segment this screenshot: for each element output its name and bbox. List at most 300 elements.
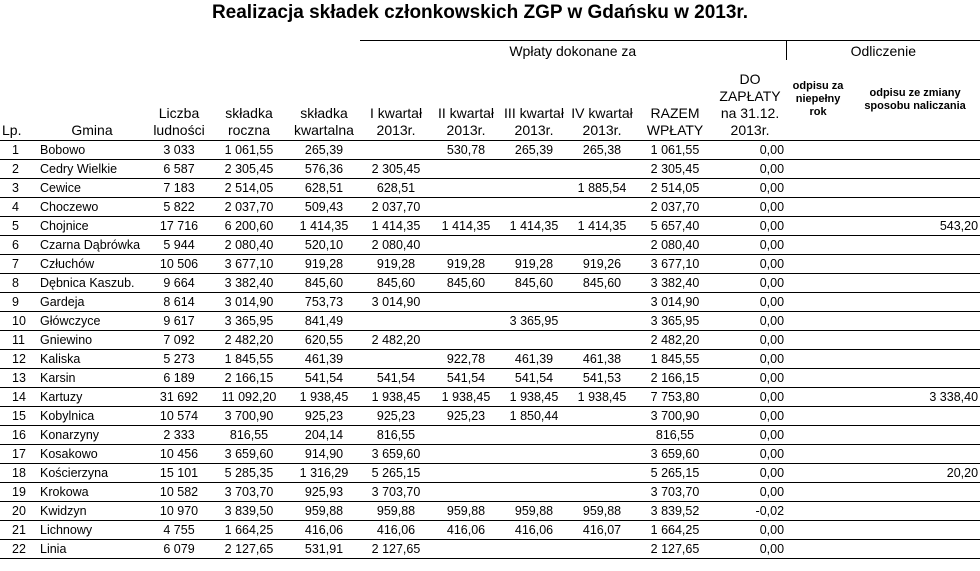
cell-gmina: Gniewino <box>36 331 148 350</box>
cell-q1: 919,28 <box>360 255 432 274</box>
deduction-group-header: Odliczenie <box>786 41 980 61</box>
cell-q3 <box>500 293 568 312</box>
cell-due: 0,00 <box>714 350 786 369</box>
cell-due: 0,00 <box>714 274 786 293</box>
cell-population: 10 506 <box>148 255 210 274</box>
cell-q2 <box>432 540 500 559</box>
page-title: Realizacja składek członkowskich ZGP w Gdańsku w 2013r. <box>211 2 749 23</box>
payments-group-header: Wpłaty dokonane za <box>360 41 786 61</box>
cell-q3 <box>500 464 568 483</box>
cell-lp: 18 <box>0 464 36 483</box>
cell-lp: 5 <box>0 217 36 236</box>
cell-lp: 12 <box>0 350 36 369</box>
cell-method-change <box>850 369 980 388</box>
cell-q2 <box>432 160 500 179</box>
cell-annual-fee: 1 845,55 <box>210 350 288 369</box>
column-header-row <box>0 60 980 141</box>
cell-q1: 416,06 <box>360 521 432 540</box>
cell-q2 <box>432 198 500 217</box>
cell-population: 5 944 <box>148 236 210 255</box>
cell-partial-year <box>786 350 850 369</box>
cell-lp: 22 <box>0 540 36 559</box>
col-header-due: DO ZAPŁATY na 31.12. 2013r. <box>714 60 786 141</box>
cell-q3: 1 938,45 <box>500 388 568 407</box>
cell-q1 <box>360 312 432 331</box>
cell-quarterly-fee: 925,93 <box>288 483 360 502</box>
cell-q4: 265,38 <box>568 141 636 160</box>
cell-q3 <box>500 445 568 464</box>
cell-quarterly-fee: 461,39 <box>288 350 360 369</box>
cell-method-change <box>850 407 980 426</box>
cell-method-change: 3 338,40 <box>850 388 980 407</box>
cell-q1: 5 265,15 <box>360 464 432 483</box>
cell-gmina: Czarna Dąbrówka <box>36 236 148 255</box>
cell-total-paid: 3 703,70 <box>636 483 714 502</box>
cell-population: 17 716 <box>148 217 210 236</box>
cell-method-change <box>850 293 980 312</box>
cell-annual-fee: 1 061,55 <box>210 141 288 160</box>
cell-q3: 919,28 <box>500 255 568 274</box>
cell-q1 <box>360 350 432 369</box>
cell-lp: 16 <box>0 426 36 445</box>
cell-partial-year <box>786 521 850 540</box>
cell-annual-fee: 1 664,25 <box>210 521 288 540</box>
cell-population: 9 664 <box>148 274 210 293</box>
cell-total-paid: 2 305,45 <box>636 160 714 179</box>
cell-quarterly-fee: 509,43 <box>288 198 360 217</box>
cell-due: 0,00 <box>714 388 786 407</box>
cell-quarterly-fee: 925,23 <box>288 407 360 426</box>
col-header-q2: II kwartał 2013r. <box>432 60 500 141</box>
cell-q2: 416,06 <box>432 521 500 540</box>
cell-partial-year <box>786 198 850 217</box>
cell-gmina: Chojnice <box>36 217 148 236</box>
cell-q2: 530,78 <box>432 141 500 160</box>
cell-partial-year <box>786 217 850 236</box>
col-header-total-paid: RAZEM WPŁATY <box>636 60 714 141</box>
cell-q2 <box>432 331 500 350</box>
cell-q1: 628,51 <box>360 179 432 198</box>
cell-quarterly-fee: 841,49 <box>288 312 360 331</box>
cell-quarterly-fee: 416,06 <box>288 521 360 540</box>
cell-total-paid: 3 659,60 <box>636 445 714 464</box>
col-header-q4: IV kwartał 2013r. <box>568 60 636 141</box>
cell-gmina: Kaliska <box>36 350 148 369</box>
table-row <box>0 350 980 369</box>
cell-population: 9 617 <box>148 312 210 331</box>
cell-q2 <box>432 445 500 464</box>
cell-lp: 9 <box>0 293 36 312</box>
cell-annual-fee: 816,55 <box>210 426 288 445</box>
cell-q1: 2 080,40 <box>360 236 432 255</box>
cell-lp: 15 <box>0 407 36 426</box>
cell-q4: 541,53 <box>568 369 636 388</box>
cell-lp: 13 <box>0 369 36 388</box>
cell-annual-fee: 3 677,10 <box>210 255 288 274</box>
cell-gmina: Kobylnica <box>36 407 148 426</box>
cell-population: 10 970 <box>148 502 210 521</box>
cell-q4 <box>568 445 636 464</box>
cell-q1: 2 482,20 <box>360 331 432 350</box>
cell-annual-fee: 3 839,50 <box>210 502 288 521</box>
cell-annual-fee: 5 285,35 <box>210 464 288 483</box>
cell-q4 <box>568 407 636 426</box>
cell-population: 10 582 <box>148 483 210 502</box>
cell-total-paid: 2 514,05 <box>636 179 714 198</box>
cell-q3 <box>500 198 568 217</box>
cell-annual-fee: 3 659,60 <box>210 445 288 464</box>
cell-method-change <box>850 331 980 350</box>
cell-partial-year <box>786 540 850 559</box>
cell-annual-fee: 3 365,95 <box>210 312 288 331</box>
cell-q4: 416,07 <box>568 521 636 540</box>
cell-population: 5 273 <box>148 350 210 369</box>
cell-total-paid: 5 265,15 <box>636 464 714 483</box>
cell-due: 0,00 <box>714 160 786 179</box>
cell-annual-fee: 3 700,90 <box>210 407 288 426</box>
cell-q3 <box>500 483 568 502</box>
cell-partial-year <box>786 179 850 198</box>
cell-gmina: Człuchów <box>36 255 148 274</box>
cell-due: 0,00 <box>714 331 786 350</box>
table-row <box>0 369 980 388</box>
cell-q3: 1 850,44 <box>500 407 568 426</box>
cell-method-change <box>850 445 980 464</box>
cell-total-paid: 2 166,15 <box>636 369 714 388</box>
cell-lp: 20 <box>0 502 36 521</box>
cell-lp: 8 <box>0 274 36 293</box>
cell-due: 0,00 <box>714 312 786 331</box>
cell-gmina: Kwidzyn <box>36 502 148 521</box>
cell-due: 0,00 <box>714 369 786 388</box>
cell-q3: 416,06 <box>500 521 568 540</box>
table-row <box>0 293 980 312</box>
cell-quarterly-fee: 1 316,29 <box>288 464 360 483</box>
cell-gmina: Kosakowo <box>36 445 148 464</box>
cell-quarterly-fee: 845,60 <box>288 274 360 293</box>
cell-total-paid: 2 037,70 <box>636 198 714 217</box>
cell-quarterly-fee: 1 938,45 <box>288 388 360 407</box>
cell-q3 <box>500 179 568 198</box>
contributions-table <box>0 40 980 559</box>
col-header-annual-fee: składka roczna <box>210 60 288 141</box>
cell-quarterly-fee: 1 414,35 <box>288 217 360 236</box>
cell-partial-year <box>786 426 850 445</box>
cell-q1: 3 014,90 <box>360 293 432 312</box>
cell-gmina: Choczewo <box>36 198 148 217</box>
cell-q2 <box>432 179 500 198</box>
cell-partial-year <box>786 274 850 293</box>
cell-due: 0,00 <box>714 445 786 464</box>
cell-q3: 461,39 <box>500 350 568 369</box>
cell-q1: 925,23 <box>360 407 432 426</box>
cell-q4: 461,38 <box>568 350 636 369</box>
cell-quarterly-fee: 919,28 <box>288 255 360 274</box>
cell-population: 4 755 <box>148 521 210 540</box>
table-body <box>0 141 980 559</box>
table-row <box>0 160 980 179</box>
cell-quarterly-fee: 753,73 <box>288 293 360 312</box>
cell-partial-year <box>786 293 850 312</box>
cell-due: 0,00 <box>714 521 786 540</box>
table-row <box>0 217 980 236</box>
cell-q1: 2 305,45 <box>360 160 432 179</box>
cell-annual-fee: 2 166,15 <box>210 369 288 388</box>
cell-quarterly-fee: 959,88 <box>288 502 360 521</box>
col-header-gmina: Gmina <box>36 60 148 141</box>
cell-due: 0,00 <box>714 179 786 198</box>
cell-annual-fee: 3 703,70 <box>210 483 288 502</box>
col-header-q3: III kwartał 2013r. <box>500 60 568 141</box>
col-header-lp: Lp. <box>0 60 36 141</box>
cell-q3 <box>500 236 568 255</box>
cell-population: 6 587 <box>148 160 210 179</box>
cell-annual-fee: 2 514,05 <box>210 179 288 198</box>
cell-q3: 265,39 <box>500 141 568 160</box>
cell-due: 0,00 <box>714 217 786 236</box>
cell-lp: 19 <box>0 483 36 502</box>
cell-population: 2 333 <box>148 426 210 445</box>
cell-population: 8 614 <box>148 293 210 312</box>
cell-q3: 541,54 <box>500 369 568 388</box>
cell-q3: 959,88 <box>500 502 568 521</box>
cell-population: 7 092 <box>148 331 210 350</box>
cell-due: 0,00 <box>714 464 786 483</box>
table-row <box>0 255 980 274</box>
cell-partial-year <box>786 141 850 160</box>
cell-total-paid: 1 061,55 <box>636 141 714 160</box>
cell-population: 31 692 <box>148 388 210 407</box>
cell-total-paid: 3 677,10 <box>636 255 714 274</box>
cell-total-paid: 3 365,95 <box>636 312 714 331</box>
cell-partial-year <box>786 236 850 255</box>
cell-population: 10 574 <box>148 407 210 426</box>
cell-q1 <box>360 141 432 160</box>
cell-method-change <box>850 274 980 293</box>
cell-q3 <box>500 160 568 179</box>
cell-method-change <box>850 350 980 369</box>
cell-method-change <box>850 312 980 331</box>
cell-method-change <box>850 521 980 540</box>
cell-lp: 1 <box>0 141 36 160</box>
cell-due: 0,00 <box>714 540 786 559</box>
cell-q2 <box>432 426 500 445</box>
cell-gmina: Cewice <box>36 179 148 198</box>
cell-annual-fee: 2 482,20 <box>210 331 288 350</box>
table-row <box>0 312 980 331</box>
cell-partial-year <box>786 160 850 179</box>
table-row <box>0 483 980 502</box>
cell-due: -0,02 <box>714 502 786 521</box>
cell-due: 0,00 <box>714 236 786 255</box>
cell-q4 <box>568 426 636 445</box>
cell-quarterly-fee: 520,10 <box>288 236 360 255</box>
cell-gmina: Kościerzyna <box>36 464 148 483</box>
cell-q2: 925,23 <box>432 407 500 426</box>
cell-quarterly-fee: 204,14 <box>288 426 360 445</box>
cell-quarterly-fee: 576,36 <box>288 160 360 179</box>
cell-method-change <box>850 426 980 445</box>
table-row <box>0 464 980 483</box>
cell-q1: 2 127,65 <box>360 540 432 559</box>
cell-q2: 1 414,35 <box>432 217 500 236</box>
cell-lp: 14 <box>0 388 36 407</box>
cell-quarterly-fee: 628,51 <box>288 179 360 198</box>
cell-q2 <box>432 293 500 312</box>
cell-q2: 541,54 <box>432 369 500 388</box>
cell-population: 15 101 <box>148 464 210 483</box>
cell-total-paid: 3 700,90 <box>636 407 714 426</box>
cell-annual-fee: 2 080,40 <box>210 236 288 255</box>
cell-partial-year <box>786 464 850 483</box>
cell-method-change <box>850 540 980 559</box>
cell-q4: 1 938,45 <box>568 388 636 407</box>
cell-partial-year <box>786 331 850 350</box>
cell-gmina: Karsin <box>36 369 148 388</box>
col-header-q1: I kwartał 2013r. <box>360 60 432 141</box>
cell-total-paid: 816,55 <box>636 426 714 445</box>
cell-lp: 10 <box>0 312 36 331</box>
table-row <box>0 407 980 426</box>
cell-method-change <box>850 255 980 274</box>
cell-q4: 1 414,35 <box>568 217 636 236</box>
cell-quarterly-fee: 914,90 <box>288 445 360 464</box>
cell-total-paid: 2 127,65 <box>636 540 714 559</box>
cell-partial-year <box>786 445 850 464</box>
cell-q4: 959,88 <box>568 502 636 521</box>
cell-method-change <box>850 198 980 217</box>
cell-q4 <box>568 312 636 331</box>
cell-q1: 541,54 <box>360 369 432 388</box>
cell-partial-year <box>786 407 850 426</box>
cell-method-change <box>850 502 980 521</box>
cell-q1: 816,55 <box>360 426 432 445</box>
cell-population: 6 079 <box>148 540 210 559</box>
cell-partial-year <box>786 312 850 331</box>
table-row <box>0 331 980 350</box>
cell-lp: 11 <box>0 331 36 350</box>
cell-method-change <box>850 236 980 255</box>
cell-q1: 3 659,60 <box>360 445 432 464</box>
cell-q4: 1 885,54 <box>568 179 636 198</box>
cell-partial-year <box>786 483 850 502</box>
cell-method-change: 543,20 <box>850 217 980 236</box>
cell-method-change <box>850 179 980 198</box>
cell-q4: 919,26 <box>568 255 636 274</box>
cell-q4 <box>568 331 636 350</box>
cell-q4 <box>568 540 636 559</box>
cell-partial-year <box>786 502 850 521</box>
cell-gmina: Krokowa <box>36 483 148 502</box>
cell-method-change <box>850 141 980 160</box>
table-row <box>0 236 980 255</box>
cell-due: 0,00 <box>714 293 786 312</box>
cell-population: 6 189 <box>148 369 210 388</box>
cell-due: 0,00 <box>714 407 786 426</box>
cell-gmina: Główczyce <box>36 312 148 331</box>
cell-lp: 17 <box>0 445 36 464</box>
cell-q3 <box>500 540 568 559</box>
cell-q3: 845,60 <box>500 274 568 293</box>
cell-annual-fee: 2 305,45 <box>210 160 288 179</box>
cell-method-change <box>850 160 980 179</box>
cell-q2 <box>432 236 500 255</box>
cell-annual-fee: 3 382,40 <box>210 274 288 293</box>
cell-population: 5 822 <box>148 198 210 217</box>
table-row <box>0 179 980 198</box>
cell-q3 <box>500 426 568 445</box>
cell-gmina: Gardeja <box>36 293 148 312</box>
cell-q3: 1 414,35 <box>500 217 568 236</box>
cell-lp: 2 <box>0 160 36 179</box>
cell-q4 <box>568 160 636 179</box>
cell-q4 <box>568 293 636 312</box>
cell-q1: 845,60 <box>360 274 432 293</box>
cell-partial-year <box>786 388 850 407</box>
cell-q2 <box>432 464 500 483</box>
cell-partial-year <box>786 369 850 388</box>
cell-q4: 845,60 <box>568 274 636 293</box>
cell-q1: 3 703,70 <box>360 483 432 502</box>
cell-lp: 3 <box>0 179 36 198</box>
cell-partial-year <box>786 255 850 274</box>
cell-gmina: Bobowo <box>36 141 148 160</box>
cell-total-paid: 7 753,80 <box>636 388 714 407</box>
cell-due: 0,00 <box>714 141 786 160</box>
table-row <box>0 502 980 521</box>
cell-lp: 6 <box>0 236 36 255</box>
cell-due: 0,00 <box>714 198 786 217</box>
cell-q1: 1 414,35 <box>360 217 432 236</box>
cell-population: 7 183 <box>148 179 210 198</box>
cell-q3: 3 365,95 <box>500 312 568 331</box>
cell-q2 <box>432 312 500 331</box>
cell-gmina: Linia <box>36 540 148 559</box>
cell-lp: 7 <box>0 255 36 274</box>
cell-q2: 922,78 <box>432 350 500 369</box>
cell-q2: 959,88 <box>432 502 500 521</box>
cell-total-paid: 3 382,40 <box>636 274 714 293</box>
cell-q2: 1 938,45 <box>432 388 500 407</box>
cell-annual-fee: 6 200,60 <box>210 217 288 236</box>
cell-gmina: Dębnica Kaszub. <box>36 274 148 293</box>
cell-total-paid: 2 080,40 <box>636 236 714 255</box>
cell-gmina: Cedry Wielkie <box>36 160 148 179</box>
col-header-partial-year: odpisu za niepełny rok <box>786 60 850 141</box>
cell-annual-fee: 2 127,65 <box>210 540 288 559</box>
cell-population: 3 033 <box>148 141 210 160</box>
table-row <box>0 141 980 160</box>
cell-q2: 845,60 <box>432 274 500 293</box>
cell-total-paid: 1 845,55 <box>636 350 714 369</box>
cell-due: 0,00 <box>714 483 786 502</box>
table-row <box>0 274 980 293</box>
col-header-population: Liczba ludności <box>148 60 210 141</box>
table-row <box>0 198 980 217</box>
cell-annual-fee: 11 092,20 <box>210 388 288 407</box>
table-row <box>0 426 980 445</box>
cell-quarterly-fee: 531,91 <box>288 540 360 559</box>
cell-lp: 21 <box>0 521 36 540</box>
cell-quarterly-fee: 620,55 <box>288 331 360 350</box>
cell-method-change <box>850 483 980 502</box>
cell-total-paid: 5 657,40 <box>636 217 714 236</box>
col-header-quarterly-fee: składka kwartalna <box>288 60 360 141</box>
cell-q2 <box>432 483 500 502</box>
cell-q4 <box>568 483 636 502</box>
cell-q3 <box>500 331 568 350</box>
cell-gmina: Konarzyny <box>36 426 148 445</box>
